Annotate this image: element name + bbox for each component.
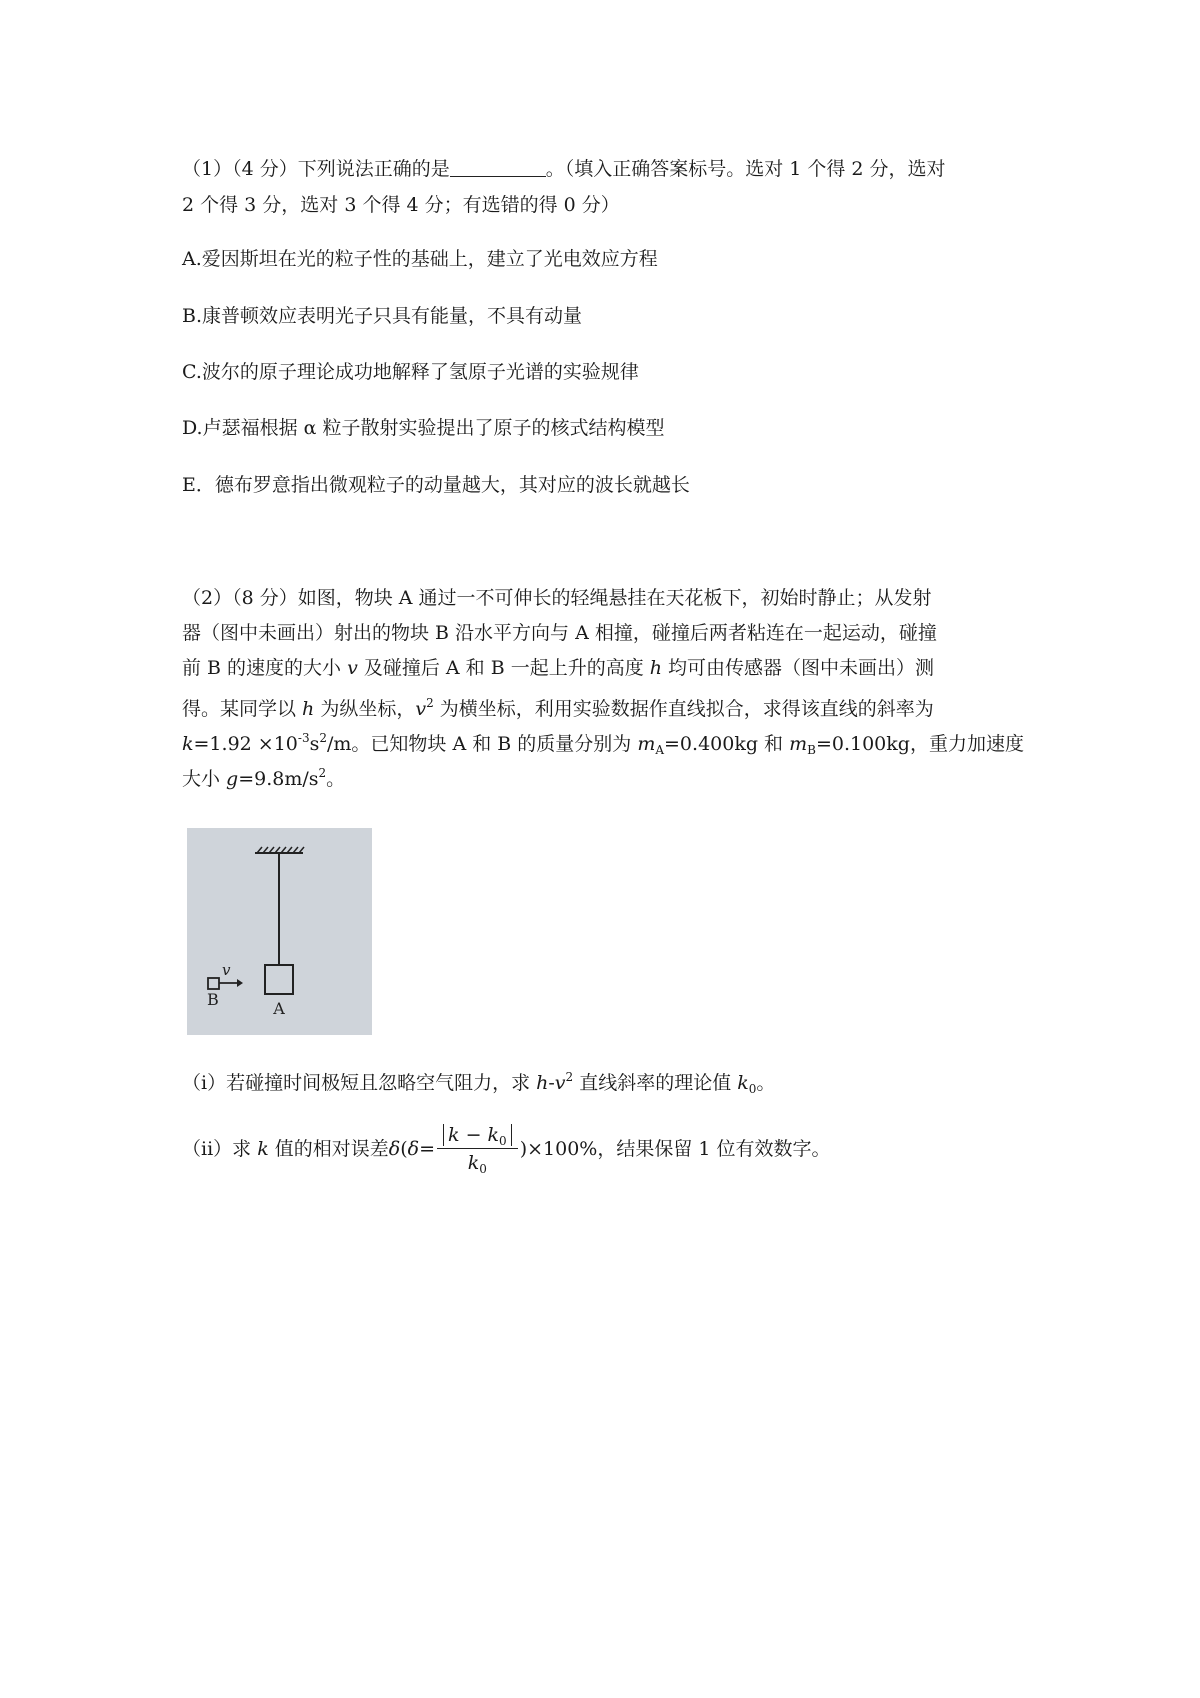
q1-stem-end: 。（填入正确答案标号。选对 1 个得 2 分，选对 bbox=[545, 158, 946, 180]
text: 。 bbox=[326, 768, 346, 790]
superscript: 2 bbox=[319, 731, 327, 745]
text: 得。某同学以 bbox=[182, 698, 303, 720]
q1-option-a: A.爱因斯坦在光的粒子性的基础上，建立了光电效应方程 bbox=[182, 248, 658, 270]
subscript: 0 bbox=[479, 1162, 487, 1176]
text: =9.8m/s bbox=[238, 768, 319, 790]
q2-line-3 bbox=[182, 655, 934, 681]
var-v: v bbox=[347, 657, 358, 679]
answer-blank[interactable] bbox=[450, 158, 546, 177]
arrow-head-icon bbox=[237, 979, 243, 987]
superscript: 2 bbox=[318, 766, 327, 780]
text: 前 B 的速度的大小 bbox=[182, 657, 348, 679]
text: =1.92 ×10 bbox=[193, 733, 298, 755]
subscript: 0 bbox=[748, 1082, 757, 1096]
subscript: A bbox=[655, 743, 665, 757]
text: 值的相对误差 bbox=[268, 1138, 389, 1160]
text: 为纵坐标， bbox=[314, 698, 416, 720]
var-k: k bbox=[182, 733, 194, 755]
var-m: m bbox=[789, 733, 808, 755]
subscript: 0 bbox=[499, 1134, 507, 1148]
q2-line-5 bbox=[182, 725, 1024, 763]
var-h: h bbox=[302, 698, 315, 720]
text: /m。已知物块 A 和 B 的质量分别为 bbox=[327, 733, 638, 755]
var-g: g bbox=[226, 768, 239, 790]
label-a: A bbox=[273, 999, 285, 1018]
pendulum-diagram bbox=[187, 828, 372, 1035]
var-k: k bbox=[448, 1124, 460, 1146]
label-v: v bbox=[222, 961, 231, 979]
q2-line-1: （2）（8 分）如图，物块 A 通过一不可伸长的轻绳悬挂在天花板下，初始时静止；从发射 bbox=[182, 587, 932, 609]
text: （i）若碰撞时间极短且忽略空气阻力，求 bbox=[182, 1072, 537, 1094]
var-m: m bbox=[637, 733, 656, 755]
text: = bbox=[419, 1138, 436, 1160]
q2-sub-i bbox=[182, 1064, 775, 1102]
relative-error-fraction bbox=[437, 1124, 518, 1176]
text: 直线斜率的理论值 bbox=[573, 1072, 738, 1094]
superscript: 2 bbox=[565, 1070, 574, 1084]
q1-stem-start: （1）（4 分）下列说法正确的是 bbox=[182, 158, 450, 180]
var-k: k bbox=[467, 1152, 480, 1174]
absolute-value bbox=[443, 1124, 512, 1146]
text: ( bbox=[400, 1138, 408, 1160]
q2-line-2: 器（图中未画出）射出的物块 B 沿水平方向与 A 相撞，碰撞后两者粘连在一起运动，碰撞 bbox=[182, 622, 937, 644]
text: 均可由传感器（图中未画出）测 bbox=[662, 657, 935, 679]
q2-sub-ii bbox=[182, 1124, 831, 1176]
label-b: B bbox=[207, 990, 219, 1009]
q1-option-c: C.波尔的原子理论成功地解释了氢原子光谱的实验规律 bbox=[182, 361, 639, 383]
text: =0.100kg，重力加速度 bbox=[815, 733, 1024, 755]
block-b bbox=[208, 978, 219, 989]
text: − bbox=[459, 1124, 488, 1146]
q2-line-4 bbox=[182, 690, 934, 722]
text: )×100%，结果保留 1 位有效数字。 bbox=[519, 1138, 831, 1160]
var-k: k bbox=[737, 1072, 749, 1094]
subscript: B bbox=[807, 743, 816, 757]
var-v: v bbox=[415, 698, 427, 720]
text: 及碰撞后 A 和 B 一起上升的高度 bbox=[357, 657, 650, 679]
text: s bbox=[309, 733, 320, 755]
q1-option-e: E．德布罗意指出微观粒子的动量越大，其对应的波长就越长 bbox=[182, 474, 690, 496]
var-k: k bbox=[487, 1124, 500, 1146]
superscript: -3 bbox=[297, 731, 310, 745]
text: =0.400kg 和 bbox=[664, 733, 790, 755]
fraction-numerator bbox=[437, 1124, 518, 1149]
text: 为横坐标，利用实验数据作直线拟合，求得该直线的斜率为 bbox=[433, 698, 934, 720]
var-k: k bbox=[257, 1138, 269, 1160]
var-h: h bbox=[536, 1072, 549, 1094]
q1-line-2: 2 个得 3 分，选对 3 个得 4 分；有选错的得 0 分） bbox=[182, 194, 620, 216]
q1-option-d: D.卢瑟福根据 α 粒子散射实验提出了原子的核式结构模型 bbox=[182, 417, 665, 439]
block-a bbox=[265, 965, 293, 994]
var-v: v bbox=[554, 1072, 566, 1094]
q2-line-6 bbox=[182, 760, 345, 792]
fraction-denominator bbox=[437, 1149, 518, 1176]
var-delta: δ bbox=[407, 1138, 420, 1160]
var-h: h bbox=[649, 657, 662, 679]
text: （ii）求 bbox=[182, 1138, 258, 1160]
q1-option-b: B.康普顿效应表明光子只具有能量，不具有动量 bbox=[182, 305, 583, 327]
text: - bbox=[548, 1072, 555, 1094]
var-delta: δ bbox=[388, 1138, 401, 1160]
superscript: 2 bbox=[426, 696, 434, 710]
pendulum-figure bbox=[187, 828, 372, 1035]
q1-line-1 bbox=[182, 156, 946, 182]
text: 。 bbox=[756, 1072, 776, 1094]
text: 大小 bbox=[182, 768, 227, 790]
